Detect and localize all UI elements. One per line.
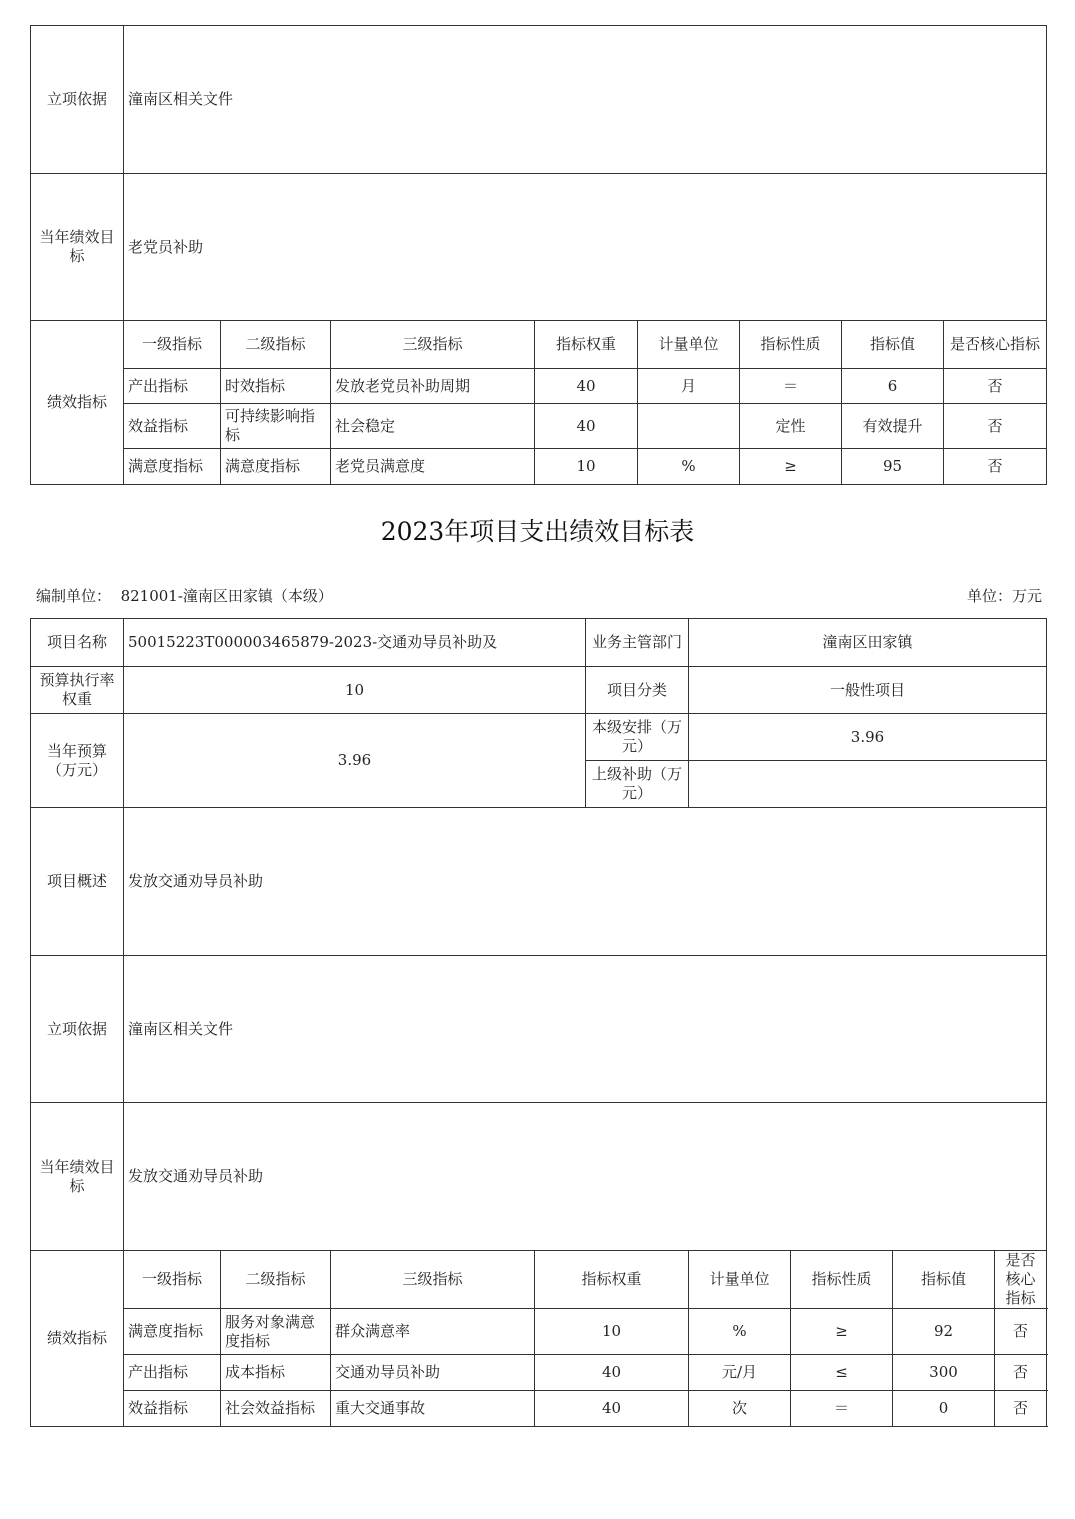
cell: 成本指标 [221,1355,331,1391]
cell: 满意度指标 [124,1309,221,1355]
project-name-label: 项目名称 [31,619,124,667]
cell: 6 [842,369,944,404]
cell: 月 [638,369,740,404]
project-perf-label: 绩效指标 [31,1251,124,1427]
perf-label: 绩效指标 [31,321,124,485]
local-label: 本级安排（万元） [586,714,689,761]
cell: 交通劝导员补助 [331,1355,535,1391]
cell: 95 [842,449,944,485]
header-cell: 指标性质 [791,1251,893,1309]
cell: 10 [535,1309,689,1355]
page-title: 2023年项目支出绩效目标表 [380,517,695,546]
cell: ＝ [740,369,842,404]
unit-label: 单位：万元 [966,587,1042,605]
table-row [31,369,1047,404]
dept-value: 潼南区田家镇 [689,619,1047,667]
prepared-by-label: 编制单位： [36,587,112,605]
header-cell: 计量单位 [689,1251,791,1309]
cell: 40 [535,369,638,404]
prepared-by-value: 821001-潼南区田家镇（本级） [120,587,333,605]
header-cell: 二级指标 [221,1251,331,1309]
header-cell: 指标权重 [535,1251,689,1309]
header-cell: 一级指标 [124,1251,221,1309]
exec-rate-label: 预算执行率权重 [31,667,124,714]
cell: 产出指标 [124,1355,221,1391]
budget-label: 当年预算（万元） [31,714,124,808]
project-goal-label: 当年绩效目标 [31,1103,124,1251]
cell: ≥ [740,449,842,485]
category-value: 一般性项目 [689,667,1047,714]
project-name-value: 50015223T000003465879-2023-交通劝导员补助及 [124,619,586,667]
cell: 老党员满意度 [331,449,535,485]
cell: 满意度指标 [124,449,221,485]
cell [638,404,740,449]
table-row [31,404,1047,449]
header-cell: 三级指标 [331,321,535,369]
project-basis-label: 立项依据 [31,956,124,1103]
cell: 元/月 [689,1355,791,1391]
cell: 否 [944,404,1047,449]
header-cell: 计量单位 [638,321,740,369]
cell: 否 [995,1309,1047,1355]
top-table [30,25,1047,485]
cell: 发放老党员补助周期 [331,369,535,404]
table-row [31,1355,1047,1391]
cell: ≤ [791,1355,893,1391]
project-basis-value: 潼南区相关文件 [124,956,1047,1103]
overview-label: 项目概述 [31,808,124,956]
header-cell: 二级指标 [221,321,331,369]
cell: 0 [893,1391,995,1427]
cell: 否 [995,1355,1047,1391]
project-goal-value: 发放交通劝导员补助 [124,1103,1047,1251]
cell: 满意度指标 [221,449,331,485]
overview-value: 发放交通劝导员补助 [124,808,1047,956]
table-row [31,1309,1047,1355]
prepared-by [36,585,333,606]
cell: % [638,449,740,485]
cell: 92 [893,1309,995,1355]
goal-label: 当年绩效目标 [31,174,124,321]
cell: 40 [535,404,638,449]
goal-value: 老党员补助 [124,174,1047,321]
header-cell: 是否核心指标 [944,321,1047,369]
local-value: 3.96 [689,714,1047,761]
upper-value [689,761,1047,808]
project-table [30,618,1047,1427]
dept-label: 业务主管部门 [586,619,689,667]
cell: 定性 [740,404,842,449]
cell: 否 [944,369,1047,404]
cell: 有效提升 [842,404,944,449]
cell: 群众满意率 [331,1309,535,1355]
cell: 服务对象满意度指标 [221,1309,331,1355]
cell: 300 [893,1355,995,1391]
cell: 可持续影响指标 [221,404,331,449]
category-label: 项目分类 [586,667,689,714]
basis-value: 潼南区相关文件 [124,26,1047,174]
cell: % [689,1309,791,1355]
cell: ≥ [791,1309,893,1355]
cell: 否 [944,449,1047,485]
cell: 10 [535,449,638,485]
header-cell: 指标性质 [740,321,842,369]
header-cell: 一级指标 [124,321,221,369]
header-cell: 指标值 [842,321,944,369]
header-cell: 是否核心指标 [995,1251,1047,1309]
cell: 社会效益指标 [221,1391,331,1427]
header-cell: 三级指标 [331,1251,535,1309]
table-row [31,449,1047,485]
upper-label: 上级补助（万元） [586,761,689,808]
cell: 产出指标 [124,369,221,404]
cell: 40 [535,1391,689,1427]
cell: 次 [689,1391,791,1427]
cell: 时效指标 [221,369,331,404]
header-cell: 指标值 [893,1251,995,1309]
cell: 否 [995,1391,1047,1427]
exec-rate-value: 10 [124,667,586,714]
cell: 40 [535,1355,689,1391]
header-cell: 指标权重 [535,321,638,369]
cell: 效益指标 [124,1391,221,1427]
budget-value: 3.96 [124,714,586,808]
cell: 效益指标 [124,404,221,449]
basis-label: 立项依据 [31,26,124,174]
cell: 重大交通事故 [331,1391,535,1427]
cell: 社会稳定 [331,404,535,449]
table-row [31,1391,1047,1427]
cell: ＝ [791,1391,893,1427]
